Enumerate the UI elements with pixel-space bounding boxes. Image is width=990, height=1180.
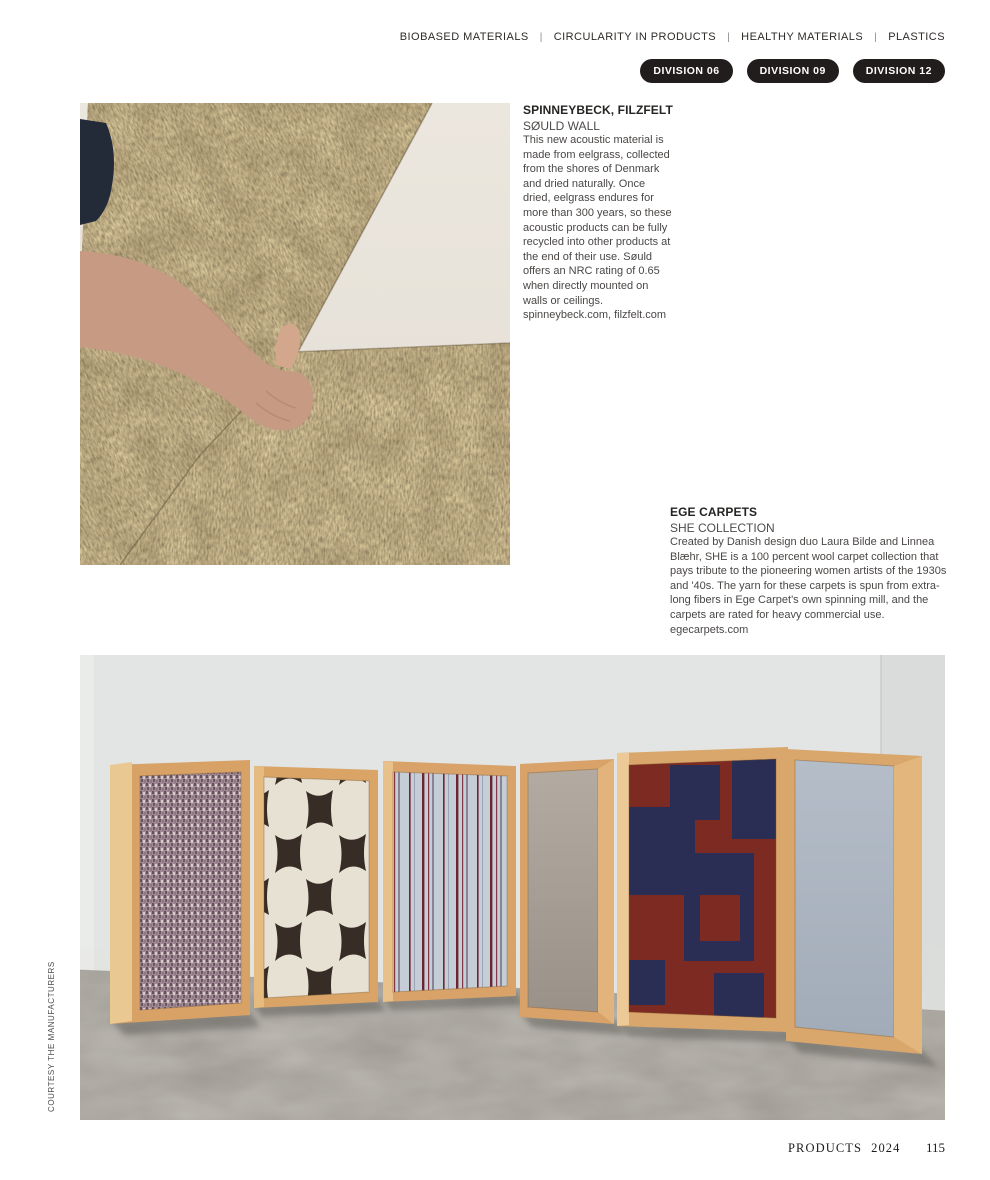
nav-item-circularity[interactable]: CIRCULARITY IN PRODUCTS bbox=[553, 31, 717, 43]
nav-separator: | bbox=[727, 31, 731, 43]
product-name: SØULD WALL bbox=[523, 119, 600, 133]
article-body: Created by Danish design duo Laura Bilde and Linnea Blæhr, SHE is a 100 percent wool carpet collection that pays tribute to the pioneering women artists of the 1930s and '40s. The yarn for these carpets is spun from extra-long fibers in Ege Carpet's own spinning mill, and the carpets are rated for heavy commercial use. bbox=[670, 536, 947, 621]
carpet-panel-4-taupe bbox=[520, 759, 614, 1024]
nav-item-plastics[interactable]: PLASTICS bbox=[888, 31, 945, 43]
carpet-panel-5-blocks bbox=[617, 747, 788, 1032]
carpet-panel-3-stripes bbox=[383, 761, 516, 1002]
brand-name: EGE CARPETS bbox=[670, 505, 758, 519]
badge-division-12[interactable]: DIVISION 12 bbox=[853, 59, 945, 83]
website-links[interactable]: egecarpets.com bbox=[670, 623, 749, 636]
footer-year: 2024 bbox=[871, 1141, 901, 1155]
division-badges bbox=[640, 59, 945, 83]
carpet-panel-1-mauve bbox=[110, 760, 250, 1024]
website-links[interactable]: spinneybeck.com, filzfelt.com bbox=[523, 309, 667, 322]
article-ege-carpets bbox=[670, 506, 951, 637]
eelgrass-panel-photo bbox=[80, 103, 510, 565]
brand-name: SPINNEYBECK, FILZFELT bbox=[523, 103, 673, 117]
carpet-panel-6-blue bbox=[786, 749, 922, 1054]
photo-credit: COURTESY THE MANUFACTURERS bbox=[47, 961, 56, 1112]
article-body: This new acoustic material is made from eelgrass, collected from the shores of Denmark and dried naturally. Once dried, eelgrass endures for more than 300 years, so these acoustic products can be fully recycled into other products at the end of their use. Søuld offers an NRC rating of 0.65 when directly mounted on walls or ceilings. bbox=[523, 134, 672, 307]
nav-item-biobased[interactable]: BIOBASED MATERIALS bbox=[399, 31, 529, 43]
page-number: 115 bbox=[925, 1140, 945, 1155]
carpet-panels-photo bbox=[80, 655, 945, 1120]
product-name: SHE COLLECTION bbox=[670, 521, 775, 535]
article-spinneybeck bbox=[523, 104, 675, 323]
nav-separator: | bbox=[874, 31, 878, 43]
badge-division-06[interactable]: DIVISION 06 bbox=[640, 59, 732, 83]
nav-item-healthy[interactable]: HEALTHY MATERIALS bbox=[741, 31, 864, 43]
footer-publication: PRODUCTS bbox=[788, 1141, 863, 1155]
nav-separator: | bbox=[539, 31, 543, 43]
carpet-panel-2-checker bbox=[254, 766, 378, 1008]
badge-division-09[interactable]: DIVISION 09 bbox=[747, 59, 839, 83]
category-nav bbox=[400, 31, 945, 43]
footer-section-title bbox=[788, 1141, 901, 1156]
